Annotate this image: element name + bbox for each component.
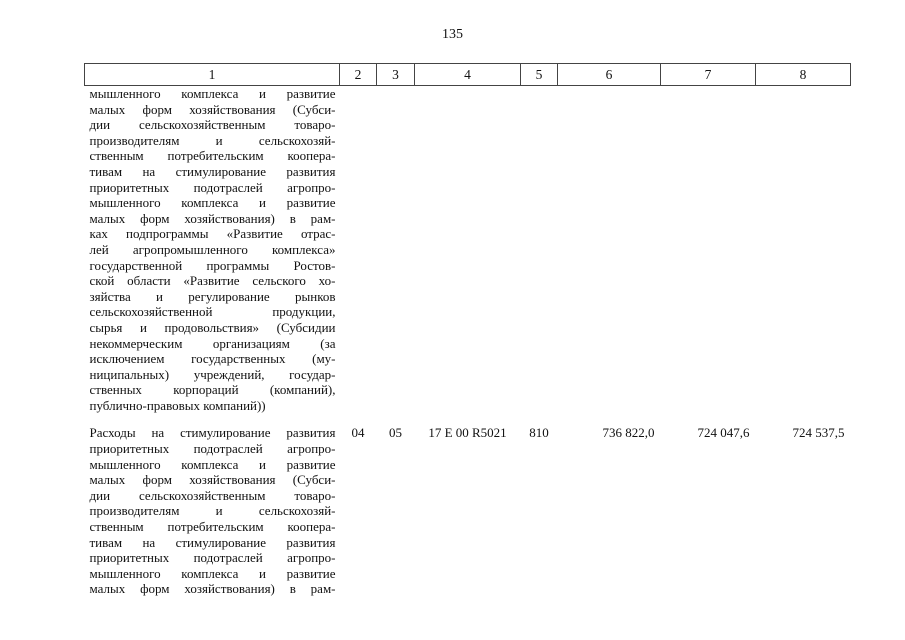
name-line: ственных корпораций (компаний), <box>89 382 336 398</box>
amount-year1-cell: 736 822,0 <box>602 425 655 441</box>
name-line: дии сельскохозяйственным товаро- <box>89 487 336 503</box>
name-line: производителям и сельскохозяй- <box>89 503 336 519</box>
name-line: публично-правовых компаний)) <box>89 397 266 413</box>
name-line: мышленного комплекса и развитие <box>89 86 336 101</box>
name-line: мышленного комплекса и развитие <box>89 456 336 472</box>
section-cell <box>340 86 377 414</box>
col-header-1: 1 <box>85 64 340 86</box>
name-line: тивам на стимулирование развития <box>89 163 336 179</box>
row-name-cell <box>85 413 340 597</box>
name-line: приоритетных подотраслей агропро- <box>89 179 336 195</box>
name-line: тивам на стимулирование развития <box>89 534 336 550</box>
amount-year2-cell <box>661 86 756 414</box>
name-line: ниципальных) учреждений, государ- <box>89 366 336 382</box>
name-line: сельскохозяйственной продукции, <box>89 304 336 320</box>
expense-type-cell <box>521 86 558 414</box>
name-line: дии сельскохозяйственным товаро- <box>89 117 336 133</box>
amount-year2-cell: 724 047,6 <box>697 425 750 441</box>
header-row <box>85 64 851 86</box>
subsection-cell <box>377 86 415 414</box>
name-line: мышленного комплекса и развитие <box>89 565 336 581</box>
expense-type-cell: 810 <box>529 425 549 441</box>
amount-year3-cell <box>756 86 851 414</box>
page-number: 135 <box>442 27 463 42</box>
table-row <box>85 413 851 597</box>
name-line: некоммерческим организациям (за <box>89 335 336 351</box>
name-line: мышленного комплекса и развитие <box>89 195 336 211</box>
name-line: Расходы на стимулирование развития <box>89 425 336 441</box>
name-line: государственной программы Ростов- <box>89 257 336 273</box>
col-header-5: 5 <box>521 64 558 86</box>
name-line: исключением государственных (му- <box>89 351 336 367</box>
amount-year1-cell <box>558 86 661 414</box>
name-line: ственным потребительским коопера- <box>89 519 336 535</box>
col-header-3: 3 <box>377 64 415 86</box>
name-line: малых форм хозяйствования (Субси- <box>89 101 336 117</box>
amount-year3-cell: 724 537,5 <box>792 425 845 441</box>
name-line: ках подпрограммы «Развитие отрас- <box>89 226 336 242</box>
col-header-6: 6 <box>558 64 661 86</box>
col-header-4: 4 <box>415 64 521 86</box>
table-row <box>85 86 851 414</box>
col-header-2: 2 <box>340 64 377 86</box>
name-line: приоритетных подотраслей агропро- <box>89 441 336 457</box>
col-header-8: 8 <box>756 64 851 86</box>
name-line: ской области «Развитие сельского хо- <box>89 273 336 289</box>
name-line: сырья и продовольствия» (Субсидии <box>89 319 336 335</box>
name-line: производителям и сельскохозяй- <box>89 132 336 148</box>
name-line: лей агропромышленного комплекса» <box>89 241 336 257</box>
name-line: малых форм хозяйствования (Субси- <box>89 472 336 488</box>
name-line: приоритетных подотраслей агропро- <box>89 550 336 566</box>
target-article-cell: 17 Е 00 R5021 <box>428 425 507 441</box>
name-line: малых форм хозяйствования) в рам- <box>89 210 336 226</box>
name-line: зяйства и регулирование рынков <box>89 288 336 304</box>
budget-table <box>84 63 851 597</box>
name-line: малых форм хозяйствования) в рам- <box>89 581 336 597</box>
subsection-cell: 05 <box>389 425 402 441</box>
section-cell: 04 <box>351 425 365 441</box>
target-article-cell <box>415 86 521 414</box>
name-line: ственным потребительским коопера- <box>89 148 336 164</box>
col-header-7: 7 <box>661 64 756 86</box>
row-name-cell <box>85 86 340 414</box>
